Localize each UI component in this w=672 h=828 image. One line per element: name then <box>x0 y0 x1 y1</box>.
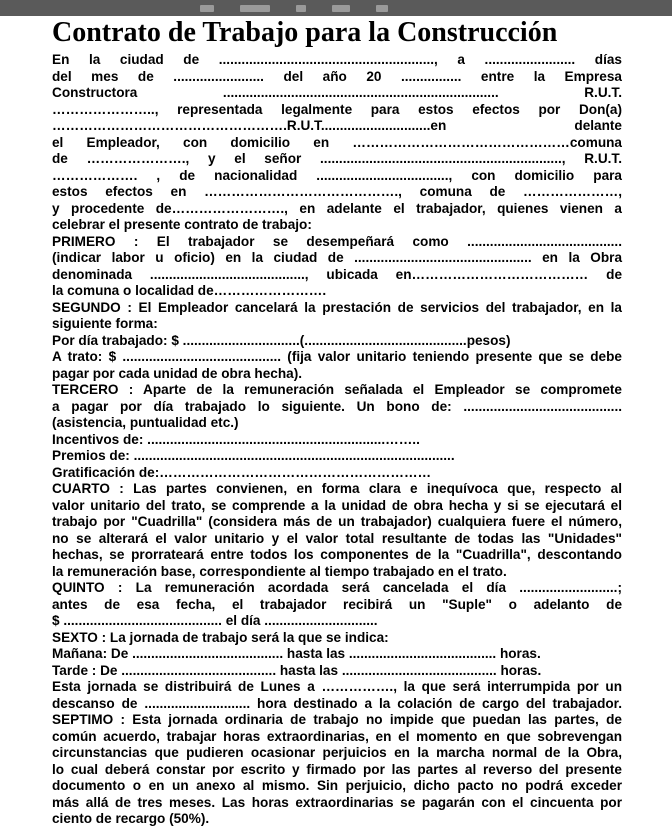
contract-line: PRIMERO : El trabajador se desempeñará como ......................................... <box>52 233 622 249</box>
contract-line: En la ciudad de ........................................................., a ........................ días <box>52 52 622 67</box>
contract-line: Tarde : De ......................................... hasta las ......................................... horas. <box>52 662 542 678</box>
contract-line: de …………………., y el señor ................................................................, R.U.T. <box>52 151 622 166</box>
contract-line: SEPTIMO : Esta jornada ordinaria de trabajo no impide que puedan las partes, de <box>52 712 622 727</box>
toolbar-icons <box>200 3 440 13</box>
contract-line: Incentivos de: ...............................................................…….. <box>52 431 420 447</box>
contract-line: la comuna o localidad de……………………. <box>52 283 327 298</box>
contract-body <box>52 52 622 828</box>
document-title: Contrato de Trabajo para la Construcción <box>52 17 558 48</box>
contract-line: no se alterará el valor unitario y el valor total resultante de todas las "Unidades" <box>52 530 622 546</box>
contract-line: QUINTO : La remuneración acordada será cancelada el día ..........................; <box>52 580 622 595</box>
toolbar-icon-5[interactable] <box>376 5 388 12</box>
contract-line: antes de esa fecha, el trabajador recibirá un "Suple" o adelanto de <box>52 596 622 612</box>
contract-line: ciento de recargo (50%). <box>52 811 210 826</box>
toolbar-icon-1[interactable] <box>200 5 214 12</box>
top-toolbar <box>0 0 672 16</box>
contract-line: A trato: $ .......................................... (fija valor unitario teniendo presente que se debe <box>52 349 622 364</box>
contract-line: el Empleador, con domicilio en …………………………………………comuna <box>52 134 622 150</box>
contract-line: Gratificación de:…………………………………………………… <box>52 464 432 480</box>
contract-line: Mañana: De ........................................ hasta las ....................................... horas. <box>52 646 541 661</box>
contract-line: del mes de ........................ del año 20 ................ entre la Empresa <box>52 68 622 84</box>
contract-line: Premios de: ..................................................................................... <box>52 448 455 463</box>
contract-line: y procedente de……………………., en adelante el trabajador, quienes vienen a <box>52 200 622 216</box>
contract-line: celebrar el presente contrato de trabajo: <box>52 217 312 232</box>
contract-line: pagar por cada unidad de obra hecha). <box>52 365 303 381</box>
contract-line: a pagar por día trabajado lo siguiente. Un bono de: .......................................... <box>52 398 622 414</box>
contract-line: (asistencia, puntualidad etc.) <box>52 415 239 430</box>
contract-line: (indicar labor u oficio) en la ciudad de ............................................... en la Obra <box>52 250 622 265</box>
contract-line: SEGUNDO : El Empleador cancelará la prestación de servicios del trabajador, en la <box>52 299 622 315</box>
toolbar-icon-2[interactable] <box>240 5 270 12</box>
contract-line: común acuerdo, trabajar horas extraordinarias, en el momento en que sobrevengan <box>52 728 622 744</box>
contract-line: lo cual deberá constar por escrito y firmado por las partes al reverso del presente <box>52 761 622 777</box>
contract-line: denominada ........................................., ubicada en………………………………… de <box>52 266 622 282</box>
contract-line: …………………………………………….R.U.T.............................en delante <box>52 118 622 133</box>
contract-line: circunstancias que pudieren ocasionar perjuicios en la marcha normal de la Obra, <box>52 745 622 760</box>
contract-line: ………………. , de nacionalidad ..................................., con domicilio para <box>52 167 622 183</box>
contract-line: trabajo por "Cuadrilla" (considera más de un trabajador) cualquiera fuere el número, <box>52 514 622 529</box>
contract-line: Por día trabajado: $ ...............................(...........................................pesos) <box>52 332 511 348</box>
toolbar-icon-3[interactable] <box>296 5 306 12</box>
contract-line: valor unitario del trato, se comprende a la unidad de obra hecha y si se ejecutará el <box>52 497 622 513</box>
contract-line: Constructora ......................................................................... R.U.T. <box>52 85 622 100</box>
contract-line: documento o en un anexo al mismo. Sin perjuicio, dicho pacto no podrá exceder <box>52 778 622 793</box>
contract-line: más allá de tres meses. Las horas extraordinarias se pagarán con el cincuenta por <box>52 794 622 810</box>
contract-line: Esta jornada se distribuirá de Lunes a ……………., la que será interrumpida por un <box>52 679 622 694</box>
toolbar-icon-4[interactable] <box>332 5 350 12</box>
contract-line: siguiente forma: <box>52 316 158 331</box>
contract-line: SEXTO : La jornada de trabajo será la que se indica: <box>52 629 389 645</box>
contract-line: la remuneración base, correspondiente al tiempo trabajado en el trato. <box>52 563 507 579</box>
contract-line: ………………….., representada legalmente para estos efectos por Don(a) <box>52 101 622 117</box>
contract-page <box>52 16 622 828</box>
contract-line: $ .......................................... el día .............................. <box>52 613 378 628</box>
contract-line: CUARTO : Las partes convienen, en forma clara e inequívoca que, respecto al <box>52 481 622 496</box>
contract-line: TERCERO : Aparte de la remuneración señalada el Empleador se compromete <box>52 382 622 397</box>
contract-line: estos efectos en ……………………………………., comuna de …………………, <box>52 184 622 199</box>
contract-line: descanso de ............................ hora destinado a la colación de cargo del trabajador. <box>52 695 622 711</box>
contract-line: hechas, se prorrateará entre todos los componentes de la "Cuadrilla", descontando <box>52 547 622 562</box>
